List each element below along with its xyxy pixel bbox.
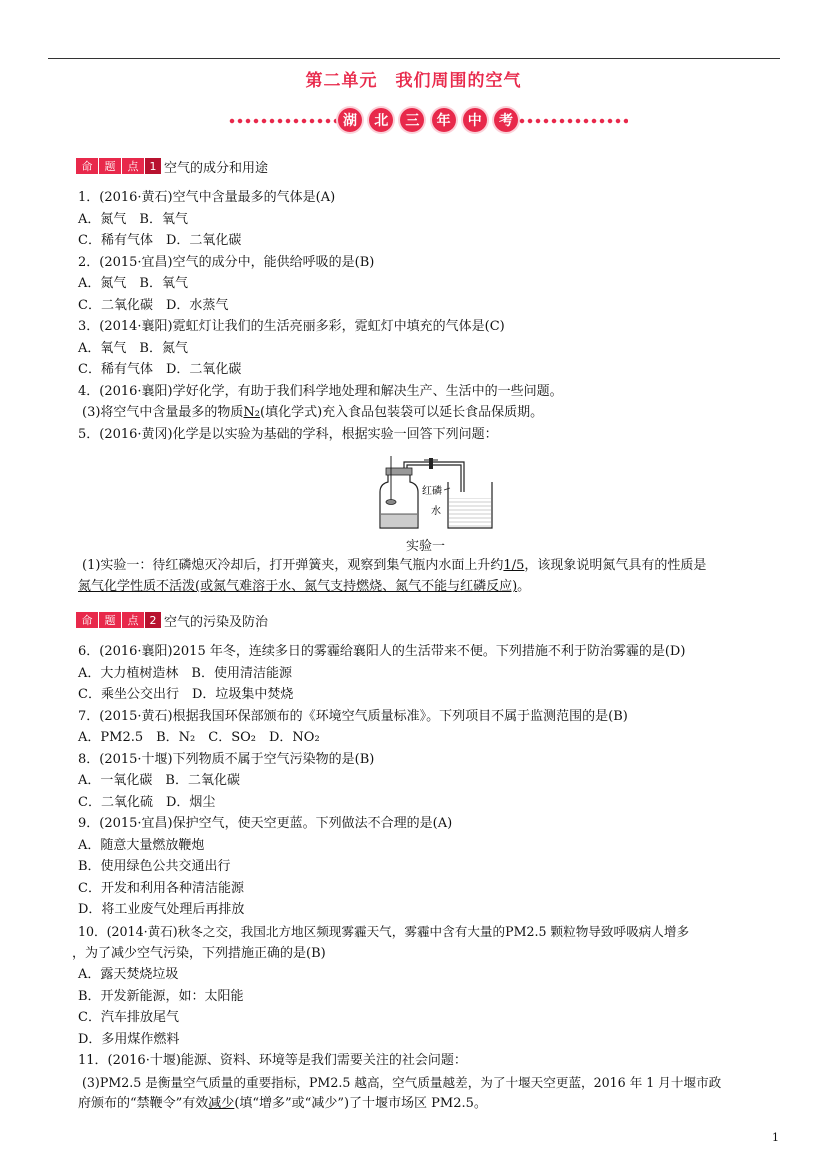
question-5: 5．(2016·黄冈)化学是以实验为基础的学科，根据实验一回答下列问题：	[78, 427, 498, 442]
option-line: D．多用煤作燃料	[78, 1032, 180, 1047]
question-8: 8．(2015·十堰)下列物质不属于空气污染物的是(B)	[78, 752, 375, 767]
option-line: A．大力植树造林 B．使用清洁能源	[78, 666, 292, 681]
option-line: A．氮气 B．氧气	[78, 276, 188, 291]
answer: 减少	[208, 1096, 235, 1111]
page-number: 1	[772, 1131, 779, 1144]
tag-char: 点	[122, 158, 144, 174]
banner-dots-left	[228, 118, 338, 124]
option-line: C．汽车排放尾气	[78, 1010, 179, 1025]
text: ，该现象说明氮气具有的性质是	[524, 558, 707, 573]
banner-char: 湖	[338, 108, 362, 132]
option-line: A．一氧化碳 B．二氧化碳	[78, 773, 240, 788]
text: (3)将空气中含量最多的物质	[82, 405, 244, 420]
option-line: A．氧气 B．氮气	[78, 341, 188, 356]
section-heading-2	[76, 611, 268, 629]
question-9: 9．(2015·宜昌)保护空气，使天空更蓝。下列做法不合理的是(A)	[78, 816, 453, 831]
sub-question-4-3	[82, 404, 543, 422]
option-line: C．稀有气体 D．二氧化碳	[78, 362, 242, 377]
banner-char: 考	[494, 108, 518, 132]
section-title: 空气的污染及防治	[164, 614, 269, 630]
tag-number: 2	[145, 612, 161, 628]
section-title: 空气的成分和用途	[164, 160, 269, 176]
sub-question-11-3-cont	[78, 1095, 487, 1113]
option-line: C．稀有气体 D．二氧化碳	[78, 233, 242, 248]
question-10-cont: ，为了减少空气污染，下列措施正确的是(B)	[72, 946, 326, 961]
question-1: 1．(2016·黄石)空气中含量最多的气体是(A)	[78, 190, 336, 205]
section-tag	[76, 158, 162, 174]
question-6: 6．(2016·襄阳)2015 年冬，连续多日的雾霾给襄阳人的生活带来不便。下列措施不利于防治雾霾的是(D)	[78, 644, 686, 659]
option-line: A．随意大量燃放鞭炮	[78, 838, 205, 853]
answer: 1/5	[503, 558, 525, 573]
text: 。	[517, 579, 531, 594]
question-3: 3．(2014·襄阳)霓虹灯让我们的生活亮丽多彩，霓虹灯中填充的气体是(C)	[78, 319, 505, 334]
option-line: A．氮气 B．氧气	[78, 212, 188, 227]
question-2: 2．(2015·宜昌)空气的成分中，能供给呼吸的是(B)	[78, 255, 375, 270]
banner-dots-right	[518, 118, 628, 124]
question-11: 11．(2016·十堰)能源、资料、环境等是我们需要关注的社会问题：	[78, 1053, 467, 1068]
option-line: A．PM2.5 B．N₂ C．SO₂ D．NO₂	[78, 730, 320, 745]
banner-char: 年	[432, 108, 456, 132]
tag-char: 题	[99, 612, 121, 628]
text: (填“增多”或“减少”)了十堰市场区 PM2.5。	[234, 1096, 487, 1111]
tag-char: 命	[76, 158, 98, 174]
option-line: C．二氧化碳 D．水蒸气	[78, 298, 229, 313]
banner-char: 三	[400, 108, 424, 132]
header-rule	[48, 58, 780, 59]
question-7: 7．(2015·黄石)根据我国环保部颁布的《环境空气质量标准》。下列项目不属于监测范围的是(B)	[78, 709, 628, 724]
question-4: 4．(2016·襄阳)学好化学，有助于我们科学地处理和解决生产、生活中的一些问题。	[78, 384, 563, 399]
option-line: C．乘坐公交出行 D．垃圾集中焚烧	[78, 687, 294, 702]
figure-caption: 实验一	[406, 539, 446, 554]
label-water: 水	[431, 506, 441, 517]
exam-banner	[228, 108, 628, 134]
tag-char: 题	[99, 158, 121, 174]
option-line: D．将工业废气处理后再排放	[78, 902, 245, 917]
banner-char: 北	[369, 108, 393, 132]
tag-char: 点	[122, 612, 144, 628]
banner-badges	[338, 108, 518, 132]
option-line: C．开发和利用各种清洁能源	[78, 881, 244, 896]
banner-char: 中	[463, 108, 487, 132]
sub-question-11-3: (3)PM2.5 是衡量空气质量的重要指标，PM2.5 越高，空气质量越差，为了十堰天空更蓝，2016 年 1 月十堰市政	[82, 1075, 722, 1090]
sub-question-5-1	[82, 557, 706, 575]
section-tag	[76, 612, 162, 628]
sub-question-5-1-cont	[78, 578, 530, 596]
section-heading-1	[76, 157, 268, 175]
option-line: B．开发新能源，如：太阳能	[78, 989, 244, 1004]
experiment-diagram	[374, 452, 514, 530]
text: (1)实验一：待红磷熄灭冷却后，打开弹簧夹，观察到集气瓶内水面上升约	[82, 558, 504, 573]
answer: N₂	[243, 405, 261, 420]
text: 府颁布的“禁鞭令”有效	[78, 1096, 209, 1111]
tag-number: 1	[145, 158, 161, 174]
answer: 氮气化学性质不活泼(或氮气难溶于水、氮气支持燃烧、氮气不能与红磷反应)	[78, 579, 518, 594]
option-line: C．二氧化硫 D．烟尘	[78, 795, 216, 810]
option-line: A．露天焚烧垃圾	[78, 967, 179, 982]
question-10: 10．(2014·黄石)秋冬之交，我国北方地区频现雾霾天气，雾霾中含有大量的PM2.5 颗粒物导致呼吸病人增多	[78, 924, 690, 939]
text: (填化学式)充入食品包装袋可以延长食品保质期。	[260, 405, 544, 420]
option-line: B．使用绿色公共交通出行	[78, 859, 231, 874]
label-red-phosphorus: 红磷	[422, 486, 442, 497]
page-title: 第二单元 我们周围的空气	[305, 71, 522, 91]
tag-char: 命	[76, 612, 98, 628]
